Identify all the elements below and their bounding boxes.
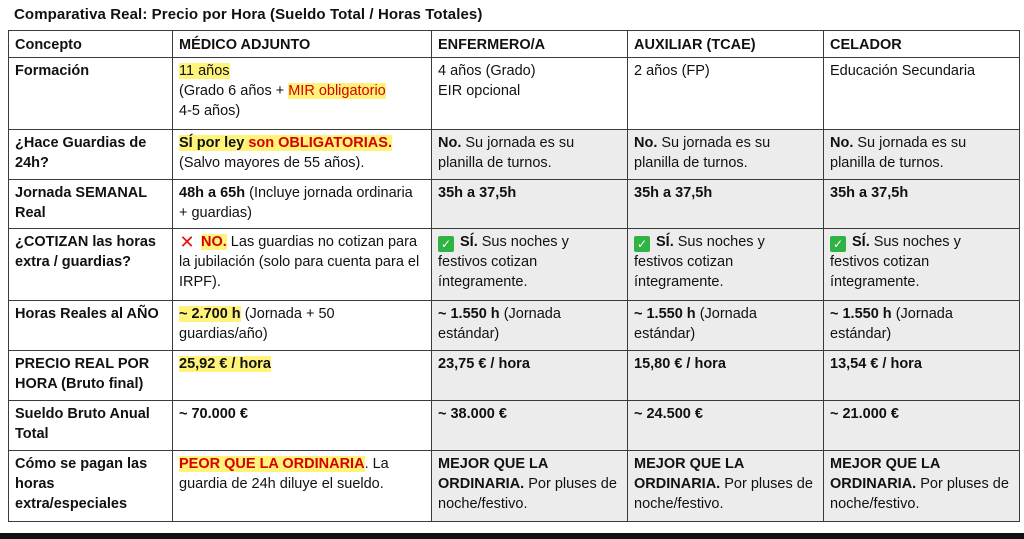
table-row-jornada: [9, 180, 1020, 229]
header-enfermero: ENFERMERO/A: [432, 31, 628, 58]
header-medico: MÉDICO ADJUNTO: [173, 31, 432, 58]
enfermero-cotizan-si: SÍ.: [460, 234, 478, 250]
table-header-row: [9, 31, 1020, 58]
medico-horas-note: (Jornada + 50 guardias/año): [179, 306, 335, 342]
row-label-sueldo: Sueldo Bruto Anual Total: [9, 401, 173, 451]
check-icon: ✓: [438, 236, 454, 252]
table-row-cotizan: [9, 229, 1020, 301]
celador-pagan-rest: Por pluses de noche/festivo.: [830, 476, 1009, 512]
auxiliar-cotizan-si: SÍ.: [656, 234, 674, 250]
table-row-guardias: [9, 130, 1020, 180]
row-label-cotizan: ¿COTIZAN las horas extra / guardias?: [9, 229, 173, 301]
mir-highlight: MIR obligatorio: [288, 83, 386, 99]
cell-auxiliar-pagan: [628, 451, 824, 522]
cell-medico-jornada: [173, 180, 432, 229]
cell-medico-formacion: [173, 58, 432, 130]
auxiliar-cotizan-rest: Sus noches y festivos cotizan íntegramente.: [634, 234, 765, 290]
cell-enfermero-pagan: [432, 451, 628, 522]
cell-celador-jornada: 35h a 37,5h: [824, 180, 1020, 229]
page-title: Comparativa Real: Precio por Hora (Sueldo Total / Horas Totales): [14, 6, 483, 23]
enfermero-horas-note: (Jornada estándar): [438, 306, 561, 342]
cell-celador-cotizan: [824, 229, 1020, 301]
medico-formacion-line2a: (Grado 6 años +: [179, 83, 289, 99]
bottom-border: [0, 533, 1024, 539]
table-row-sueldo: [9, 401, 1020, 451]
cell-auxiliar-guardias: [628, 130, 824, 180]
cell-enfermero-sueldo: ~ 38.000 €: [432, 401, 628, 451]
medico-jornada-note: (Incluye jornada ordinaria + guardias): [179, 185, 413, 221]
table-row-precio: [9, 351, 1020, 401]
cell-enfermero-guardias: [432, 130, 628, 180]
medico-cotizan-rest: Las guardias no cotizan para la jubilación (solo para cuenta para el IRPF).: [179, 234, 420, 290]
celador-guardias-no: No.: [830, 135, 854, 151]
cell-enfermero-formacion: [432, 58, 628, 130]
celador-horas-value: ~ 1.550 h: [830, 306, 892, 322]
header-celador: CELADOR: [824, 31, 1020, 58]
cell-celador-guardias: [824, 130, 1020, 180]
row-label-guardias: ¿Hace Guardias de 24h?: [9, 130, 173, 180]
cell-medico-cotizan: [173, 229, 432, 301]
medico-guardias-si: SÍ por ley: [179, 135, 249, 151]
cell-enfermero-precio: 23,75 € / hora: [432, 351, 628, 401]
medico-cotizan-no: NO.: [201, 234, 227, 250]
cell-celador-formacion: Educación Secundaria: [824, 58, 1020, 130]
row-label-formacion: Formación: [9, 58, 173, 130]
cell-celador-sueldo: ~ 21.000 €: [824, 401, 1020, 451]
medico-guardias-salvo: (Salvo mayores de 55 años).: [179, 155, 365, 171]
table-row-formacion: [9, 58, 1020, 130]
celador-horas-note: (Jornada estándar): [830, 306, 953, 342]
cell-medico-guardias: [173, 130, 432, 180]
cell-auxiliar-horas: [628, 301, 824, 351]
cross-icon: ✕: [179, 232, 195, 252]
enfermero-formacion-1: 4 años (Grado): [438, 63, 536, 79]
table-row-pagan: [9, 451, 1020, 522]
medico-jornada-hours: 48h a 65h: [179, 185, 246, 201]
cell-auxiliar-jornada: 35h a 37,5h: [628, 180, 824, 229]
check-icon: ✓: [830, 236, 846, 252]
celador-cotizan-si: SÍ.: [852, 234, 870, 250]
enfermero-formacion-2: EIR opcional: [438, 83, 521, 99]
table-row-horas: [9, 301, 1020, 351]
header-auxiliar: AUXILIAR (TCAE): [628, 31, 824, 58]
medico-pagan-rest: . La guardia de 24h diluye el sueldo.: [179, 456, 389, 492]
medico-pagan-peor: PEOR QUE LA ORDINARIA: [179, 456, 365, 472]
cell-enfermero-jornada: 35h a 37,5h: [432, 180, 628, 229]
enfermero-guardias-no: No.: [438, 135, 462, 151]
row-label-jornada: Jornada SEMANAL Real: [9, 180, 173, 229]
enfermero-horas-value: ~ 1.550 h: [438, 306, 500, 322]
auxiliar-pagan-mejor: MEJOR QUE LA ORDINARIA.: [634, 456, 744, 492]
auxiliar-guardias-no: No.: [634, 135, 658, 151]
cell-auxiliar-sueldo: ~ 24.500 €: [628, 401, 824, 451]
header-concepto: Concepto: [9, 31, 173, 58]
celador-guardias-rest: Su jornada es su planilla de turnos.: [830, 135, 967, 171]
cell-enfermero-cotizan: [432, 229, 628, 301]
cell-auxiliar-precio: 15,80 € / hora: [628, 351, 824, 401]
cell-medico-precio: [173, 351, 432, 401]
medico-formacion-line3: 4-5 años): [179, 103, 241, 119]
auxiliar-pagan-rest: Por pluses de noche/festivo.: [634, 476, 813, 512]
enfermero-cotizan-rest: Sus noches y festivos cotizan íntegramente.: [438, 234, 569, 290]
enfermero-pagan-rest: Por pluses de noche/festivo.: [438, 476, 617, 512]
cell-celador-horas: [824, 301, 1020, 351]
medico-guardias-obligatorias: son OBLIGATORIAS.: [248, 135, 392, 151]
cell-celador-precio: 13,54 € / hora: [824, 351, 1020, 401]
celador-cotizan-rest: Sus noches y festivos cotizan íntegramente.: [830, 234, 961, 290]
auxiliar-horas-note: (Jornada estándar): [634, 306, 757, 342]
celador-pagan-mejor: MEJOR QUE LA ORDINARIA.: [830, 456, 940, 492]
row-label-precio: PRECIO REAL POR HORA (Bruto final): [9, 351, 173, 401]
cell-celador-pagan: [824, 451, 1020, 522]
medico-years: 11 años: [179, 63, 230, 79]
cell-auxiliar-formacion: 2 años (FP): [628, 58, 824, 130]
medico-precio-value: 25,92 € / hora: [179, 356, 271, 372]
row-label-horas: Horas Reales al AÑO: [9, 301, 173, 351]
enfermero-guardias-rest: Su jornada es su planilla de turnos.: [438, 135, 575, 171]
row-label-pagan: Cómo se pagan las horas extra/especiales: [9, 451, 173, 522]
cell-enfermero-horas: [432, 301, 628, 351]
auxiliar-guardias-rest: Su jornada es su planilla de turnos.: [634, 135, 771, 171]
cell-medico-pagan: [173, 451, 432, 522]
cell-auxiliar-cotizan: [628, 229, 824, 301]
cell-medico-horas: [173, 301, 432, 351]
cell-medico-sueldo: ~ 70.000 €: [173, 401, 432, 451]
comparison-table: [8, 30, 1020, 522]
medico-horas-value: ~ 2.700 h: [179, 306, 241, 322]
auxiliar-horas-value: ~ 1.550 h: [634, 306, 696, 322]
enfermero-pagan-mejor: MEJOR QUE LA ORDINARIA.: [438, 456, 548, 492]
check-icon: ✓: [634, 236, 650, 252]
